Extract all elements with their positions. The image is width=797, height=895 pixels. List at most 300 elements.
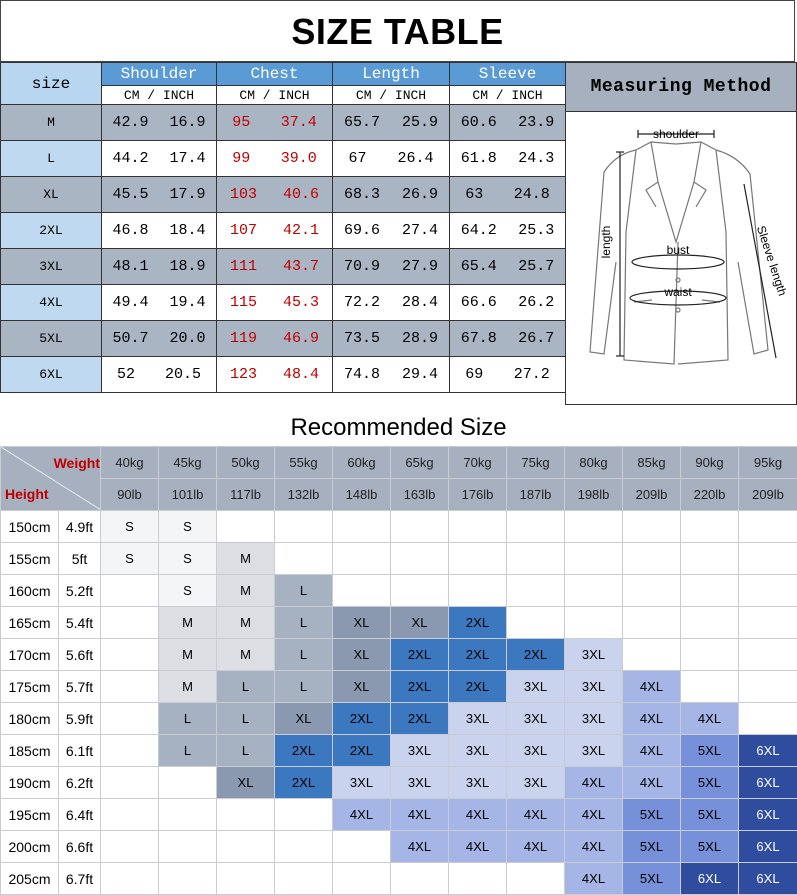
inch-value: 37.4 (280, 114, 317, 131)
weight-lb-header: 220lb (681, 479, 739, 511)
cm-value: 72.2 (343, 294, 380, 311)
size-recommendation-cell: 4XL (565, 799, 623, 831)
cm-value: 69 (465, 366, 484, 383)
cm-value: 107 (229, 222, 257, 239)
cm-value: 50.7 (112, 330, 149, 347)
size-recommendation-cell: 3XL (565, 735, 623, 767)
cm-value: 64.2 (460, 222, 497, 239)
inch-value: 18.4 (169, 222, 206, 239)
size-recommendation-cell: 3XL (333, 767, 391, 799)
weight-lb-header: 148lb (333, 479, 391, 511)
measurement-cell (102, 141, 217, 177)
inch-value: 40.6 (282, 186, 319, 203)
size-recommendation-cell (507, 863, 565, 895)
size-recommendation-cell: M (217, 575, 275, 607)
weight-lb-header: 176lb (449, 479, 507, 511)
size-recommendation-cell (101, 639, 159, 671)
weight-kg-header: 65kg (391, 447, 449, 479)
length-label: length (599, 225, 613, 259)
cm-value: 69.6 (343, 222, 380, 239)
weight-lb-header: 209lb (739, 479, 797, 511)
size-recommendation-cell: 2XL (333, 735, 391, 767)
measurement-cell (450, 357, 566, 393)
height-ft-label: 5.2ft (59, 575, 101, 607)
measurement-cell (102, 357, 217, 393)
size-recommendation-cell (681, 639, 739, 671)
table-row (1, 543, 797, 575)
size-recommendation-cell: 2XL (449, 607, 507, 639)
size-recommendation-cell: 3XL (449, 703, 507, 735)
height-ft-label: 5ft (59, 543, 101, 575)
inch-value: 27.9 (401, 258, 438, 275)
size-recommendation-cell (333, 511, 391, 543)
inch-value: 25.3 (518, 222, 555, 239)
size-recommendation-cell: 6XL (739, 767, 797, 799)
size-recommendation-cell: 2XL (275, 735, 333, 767)
measurement-cell (102, 249, 217, 285)
size-recommendation-cell: 4XL (565, 767, 623, 799)
size-recommendation-cell: 6XL (739, 863, 797, 895)
height-ft-label: 5.6ft (59, 639, 101, 671)
shoulder-label: shoulder (652, 127, 700, 141)
inch-value: 43.7 (282, 258, 319, 275)
size-label: 4XL (1, 285, 102, 321)
size-recommendation-cell: M (159, 639, 217, 671)
size-recommendation-cell (217, 799, 275, 831)
size-recommendation-cell (739, 703, 797, 735)
table-row (1, 575, 797, 607)
size-recommendation-cell: L (275, 575, 333, 607)
size-recommendation-cell: 2XL (507, 639, 565, 671)
table-row (1, 639, 797, 671)
measurement-cell (333, 141, 450, 177)
table-row (1, 831, 797, 863)
size-recommendation-cell: S (159, 543, 217, 575)
size-recommendation-cell (739, 575, 797, 607)
size-recommendation-cell (391, 543, 449, 575)
size-recommendation-cell (217, 831, 275, 863)
table-row (1, 767, 797, 799)
size-recommendation-cell: M (217, 607, 275, 639)
height-ft-label: 6.2ft (59, 767, 101, 799)
size-recommendation-cell: L (275, 639, 333, 671)
inch-value: 20.0 (169, 330, 206, 347)
size-recommendation-cell: XL (333, 639, 391, 671)
size-recommendation-cell: L (275, 607, 333, 639)
height-cm-label: 165cm (1, 607, 59, 639)
inch-value: 24.3 (518, 150, 555, 167)
cm-value: 95 (232, 114, 251, 131)
size-recommendation-cell: 2XL (391, 639, 449, 671)
size-recommendation-cell: 3XL (565, 639, 623, 671)
inch-value: 39.0 (280, 150, 317, 167)
shoulder-header: Shoulder (102, 63, 217, 86)
size-recommendation-cell (623, 639, 681, 671)
weight-lb-header: 163lb (391, 479, 449, 511)
size-recommendation-cell (275, 831, 333, 863)
inch-value: 27.4 (401, 222, 438, 239)
size-label: M (1, 105, 102, 141)
recommended-size-title: Recommended Size (290, 414, 507, 441)
cm-value: 103 (229, 186, 257, 203)
measurement-cell (333, 105, 450, 141)
weight-lb-header: 90lb (101, 479, 159, 511)
cm-value: 46.8 (112, 222, 149, 239)
size-recommendation-cell: XL (217, 767, 275, 799)
cm-value: 44.2 (112, 150, 149, 167)
table-row (1, 249, 566, 285)
measurement-cell (450, 105, 566, 141)
bust-label: bust (666, 243, 690, 257)
measurement-cell (450, 249, 566, 285)
size-recommendation-cell: 5XL (681, 799, 739, 831)
size-recommendation-cell (565, 543, 623, 575)
table-row (1, 285, 566, 321)
inch-value: 26.7 (518, 330, 555, 347)
height-cm-label: 205cm (1, 863, 59, 895)
size-recommendation-cell: 2XL (275, 767, 333, 799)
size-recommendation-cell (449, 543, 507, 575)
size-recommendation-cell: 2XL (333, 703, 391, 735)
size-recommendation-cell: 2XL (391, 703, 449, 735)
size-recommendation-cell: XL (333, 671, 391, 703)
measurement-cell (333, 249, 450, 285)
inch-value: 26.4 (397, 150, 434, 167)
size-recommendation-cell: 4XL (681, 703, 739, 735)
size-recommendation-cell: M (217, 543, 275, 575)
size-recommendation-cell (739, 607, 797, 639)
size-label: L (1, 141, 102, 177)
measurement-cell (450, 285, 566, 321)
cm-value: 60.6 (460, 114, 497, 131)
weight-lb-header: 187lb (507, 479, 565, 511)
weight-lb-header: 132lb (275, 479, 333, 511)
inch-value: 17.9 (169, 186, 206, 203)
size-recommendation-cell: 4XL (333, 799, 391, 831)
size-recommendation-cell: 2XL (391, 671, 449, 703)
size-recommendation-cell: 3XL (507, 767, 565, 799)
size-recommendation-cell (449, 511, 507, 543)
cm-value: 99 (232, 150, 251, 167)
size-recommendation-cell: 5XL (623, 831, 681, 863)
size-recommendation-cell (275, 543, 333, 575)
measurement-cell (102, 321, 217, 357)
size-recommendation-cell: XL (333, 607, 391, 639)
chest-header: Chest (217, 63, 333, 86)
height-axis-label: Height (5, 486, 49, 502)
height-ft-label: 5.4ft (59, 607, 101, 639)
size-recommendation-cell (449, 863, 507, 895)
size-recommendation-cell: XL (275, 703, 333, 735)
height-cm-label: 175cm (1, 671, 59, 703)
measurement-cell (217, 213, 333, 249)
table-row (1, 511, 797, 543)
size-recommendation-cell: 4XL (391, 831, 449, 863)
size-recommendation-cell (391, 511, 449, 543)
size-recommendation-cell: S (101, 543, 159, 575)
size-recommendation-cell (681, 671, 739, 703)
size-recommendation-cell: S (159, 575, 217, 607)
height-ft-label: 6.4ft (59, 799, 101, 831)
weight-lb-header: 117lb (217, 479, 275, 511)
measurement-cell (333, 357, 450, 393)
waist-label: waist (664, 285, 692, 299)
table-row (1, 863, 797, 895)
measurement-cell (217, 357, 333, 393)
table-row (1, 671, 797, 703)
inch-value: 27.2 (513, 366, 550, 383)
table-row (1, 607, 797, 639)
size-recommendation-cell: M (159, 671, 217, 703)
size-recommendation-cell (333, 863, 391, 895)
size-recommendation-cell: 3XL (565, 671, 623, 703)
inch-value: 20.5 (164, 366, 201, 383)
size-label: XL (1, 177, 102, 213)
page-title: SIZE TABLE (0, 0, 795, 62)
height-ft-label: 5.9ft (59, 703, 101, 735)
weight-kg-header: 80kg (565, 447, 623, 479)
measurement-cell (102, 177, 217, 213)
size-recommendation-cell: 4XL (623, 671, 681, 703)
table-row (1, 141, 566, 177)
inch-value: 29.4 (401, 366, 438, 383)
size-recommendation-cell (739, 543, 797, 575)
size-recommendation-cell: 4XL (623, 735, 681, 767)
cm-value: 63 (465, 186, 484, 203)
size-recommendation-cell (101, 575, 159, 607)
size-recommendation-cell: 6XL (739, 799, 797, 831)
size-recommendation-cell (101, 831, 159, 863)
measure-lines (616, 130, 776, 358)
size-recommendation-cell (101, 863, 159, 895)
size-recommendation-cell (623, 575, 681, 607)
size-recommendation-cell (507, 607, 565, 639)
size-recommendation-cell (507, 543, 565, 575)
size-recommendation-cell (623, 543, 681, 575)
size-recommendation-cell (681, 607, 739, 639)
measurement-cell (217, 285, 333, 321)
size-recommendation-cell: 3XL (449, 735, 507, 767)
measurement-cell (450, 177, 566, 213)
size-recommendation-cell: 3XL (449, 767, 507, 799)
size-recommendation-cell (623, 511, 681, 543)
size-recommendation-cell: 6XL (739, 831, 797, 863)
size-column-header: size (1, 63, 102, 105)
size-recommendation-cell: 5XL (681, 767, 739, 799)
weight-lb-header: 198lb (565, 479, 623, 511)
table-row (1, 105, 566, 141)
size-recommendation-cell: S (101, 511, 159, 543)
cm-value: 61.8 (460, 150, 497, 167)
size-label: 2XL (1, 213, 102, 249)
weight-kg-header: 95kg (739, 447, 797, 479)
measurement-cell (217, 177, 333, 213)
height-cm-label: 150cm (1, 511, 59, 543)
weight-kg-header: 90kg (681, 447, 739, 479)
height-ft-label: 6.6ft (59, 831, 101, 863)
size-recommendation-cell: 4XL (507, 831, 565, 863)
unit-label: CM / INCH (333, 86, 450, 105)
height-ft-label: 5.7ft (59, 671, 101, 703)
weight-axis-label: Weight (53, 455, 100, 471)
cm-value: 48.1 (112, 258, 149, 275)
table-row (1, 213, 566, 249)
inch-value: 18.9 (169, 258, 206, 275)
size-recommendation-cell (391, 575, 449, 607)
size-recommendation-cell (507, 575, 565, 607)
inch-value: 46.9 (282, 330, 319, 347)
size-recommendation-cell: L (217, 703, 275, 735)
measurement-cell (450, 213, 566, 249)
size-recommendation-cell: L (275, 671, 333, 703)
size-recommendation-cell: 4XL (507, 799, 565, 831)
weight-kg-header: 40kg (101, 447, 159, 479)
cm-value: 45.5 (112, 186, 149, 203)
cm-value: 49.4 (112, 294, 149, 311)
cm-value: 119 (229, 330, 257, 347)
cm-value: 111 (229, 258, 257, 275)
size-recommendation-cell: L (159, 703, 217, 735)
height-cm-label: 190cm (1, 767, 59, 799)
table-row (1, 703, 797, 735)
cm-value: 115 (229, 294, 257, 311)
size-recommendation-cell: 4XL (391, 799, 449, 831)
inch-value: 26.2 (518, 294, 555, 311)
size-table (0, 62, 566, 393)
cm-value: 65.7 (343, 114, 380, 131)
table-row (1, 799, 797, 831)
size-recommendation-cell (623, 607, 681, 639)
unit-label: CM / INCH (450, 86, 566, 105)
measurement-cell (102, 213, 217, 249)
table-row (1, 177, 566, 213)
table-row (1, 321, 566, 357)
table-corner-header (1, 447, 100, 510)
size-label: 3XL (1, 249, 102, 285)
cm-value: 68.3 (343, 186, 380, 203)
inch-value: 25.9 (401, 114, 438, 131)
cm-value: 70.9 (343, 258, 380, 275)
measurement-cell (217, 105, 333, 141)
cm-value: 67 (348, 150, 367, 167)
size-recommendation-cell (507, 511, 565, 543)
inch-value: 24.8 (513, 186, 550, 203)
cm-value: 42.9 (112, 114, 149, 131)
inch-value: 16.9 (169, 114, 206, 131)
size-recommendation-cell: 4XL (565, 831, 623, 863)
inch-value: 28.9 (401, 330, 438, 347)
height-ft-label: 6.1ft (59, 735, 101, 767)
size-recommendation-cell (101, 767, 159, 799)
weight-kg-header: 70kg (449, 447, 507, 479)
size-recommendation-cell (275, 799, 333, 831)
size-recommendation-cell (739, 511, 797, 543)
height-cm-label: 160cm (1, 575, 59, 607)
measurement-cell (217, 141, 333, 177)
table-row (1, 735, 797, 767)
size-recommendation-cell: 6XL (681, 863, 739, 895)
measurement-cell (450, 321, 566, 357)
inch-value: 26.9 (401, 186, 438, 203)
height-cm-label: 185cm (1, 735, 59, 767)
measurement-cell (333, 285, 450, 321)
measurement-cell (333, 321, 450, 357)
size-recommendation-cell (101, 607, 159, 639)
size-recommendation-cell (739, 639, 797, 671)
inch-value: 19.4 (169, 294, 206, 311)
size-recommendation-cell: 4XL (449, 831, 507, 863)
height-cm-label: 170cm (1, 639, 59, 671)
measurement-cell (217, 249, 333, 285)
size-recommendation-cell: 5XL (623, 863, 681, 895)
inch-value: 45.3 (282, 294, 319, 311)
size-recommendation-cell (101, 671, 159, 703)
size-recommendation-cell: 4XL (449, 799, 507, 831)
size-recommendation-cell: 4XL (565, 863, 623, 895)
sleeve-length-label: Sleeve length (753, 224, 790, 298)
unit-label: CM / INCH (102, 86, 217, 105)
cm-value: 73.5 (343, 330, 380, 347)
measurement-cell (102, 285, 217, 321)
size-recommendation-cell: 6XL (739, 735, 797, 767)
size-recommendation-cell: M (217, 639, 275, 671)
size-recommendation-cell: L (159, 735, 217, 767)
size-recommendation-cell: 2XL (449, 639, 507, 671)
cm-value: 123 (229, 366, 257, 383)
size-recommendation-cell (681, 543, 739, 575)
jacket-diagram (566, 112, 796, 404)
unit-label: CM / INCH (217, 86, 333, 105)
size-recommendation-cell (275, 863, 333, 895)
size-recommendation-cell (101, 703, 159, 735)
cm-value: 65.4 (460, 258, 497, 275)
size-recommendation-cell (217, 863, 275, 895)
size-recommendation-cell (739, 671, 797, 703)
cm-value: 74.8 (343, 366, 380, 383)
size-recommendation-cell: L (217, 671, 275, 703)
size-recommendation-cell (565, 511, 623, 543)
measurement-cell (217, 321, 333, 357)
size-recommendation-cell (101, 735, 159, 767)
size-recommendation-cell (217, 511, 275, 543)
size-recommendation-cell: 4XL (623, 703, 681, 735)
size-recommendation-cell: 3XL (391, 767, 449, 799)
weight-lb-header: 209lb (623, 479, 681, 511)
size-recommendation-cell (449, 575, 507, 607)
size-recommendation-cell: L (217, 735, 275, 767)
recommended-size-table (0, 446, 797, 895)
size-recommendation-cell (275, 511, 333, 543)
size-recommendation-cell: 3XL (507, 671, 565, 703)
sleeve-header: Sleeve (450, 63, 566, 86)
height-cm-label: 155cm (1, 543, 59, 575)
size-recommendation-cell: 3XL (391, 735, 449, 767)
cm-value: 67.8 (460, 330, 497, 347)
size-recommendation-cell (159, 767, 217, 799)
weight-kg-header: 75kg (507, 447, 565, 479)
size-recommendation-cell (159, 799, 217, 831)
size-recommendation-cell (565, 575, 623, 607)
table-row (1, 357, 566, 393)
size-recommendation-cell: XL (391, 607, 449, 639)
size-recommendation-cell: 2XL (449, 671, 507, 703)
size-recommendation-cell (391, 863, 449, 895)
weight-kg-header: 60kg (333, 447, 391, 479)
size-recommendation-cell (565, 607, 623, 639)
size-label: 5XL (1, 321, 102, 357)
size-recommendation-cell (333, 575, 391, 607)
size-recommendation-cell: 5XL (681, 735, 739, 767)
